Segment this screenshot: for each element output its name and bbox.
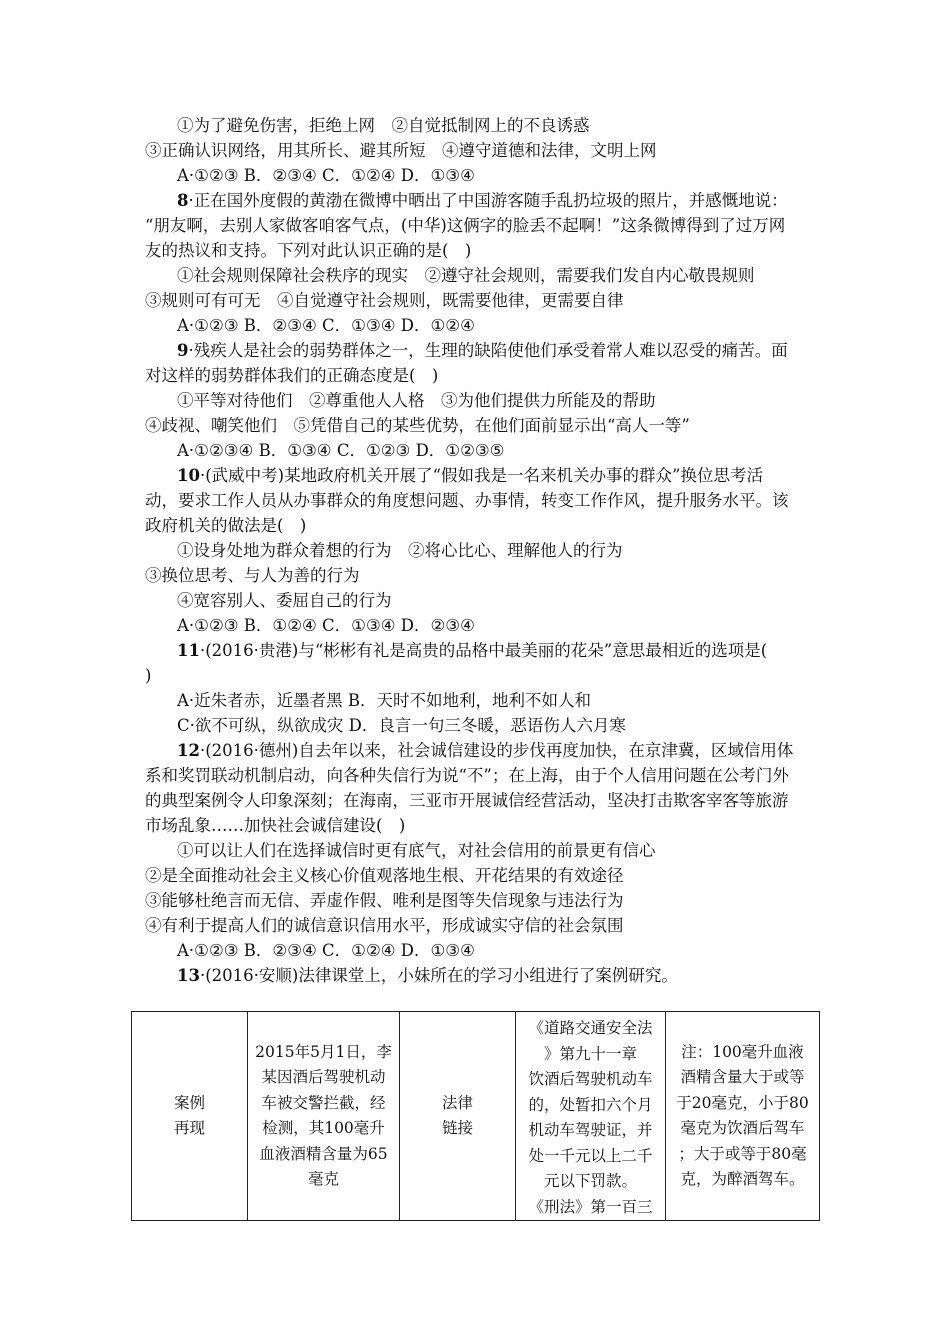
cell-line: 克，为醉酒驾车。 <box>680 1170 805 1188</box>
cell-line: 2015年5月1日，李 <box>255 1042 392 1061</box>
option-line: ①平等对待他们 ②尊重他人人格 ③为他们提供力所能及的帮助 <box>177 391 656 410</box>
question-text: ·正在国外度假的黄渤在微博中晒出了中国游客随手乱扔垃圾的照片，并感慨地说： <box>188 191 788 210</box>
option-line: ④宽容别人、委屈自己的行为 <box>177 591 392 610</box>
cell-line: 的，处暂扣六个月 <box>528 1095 653 1114</box>
answer-choices: A·近朱者赤，近墨者黑 B．天时不如地利，地利不如人和 <box>177 691 592 710</box>
question-text-line: “朋友啊，去别人家做客咱客气点，(中华)这俩字的脸丢不起啊！”这条微博得到了过万网 <box>145 216 786 235</box>
cell-line: 元以下罚款。 <box>543 1172 637 1190</box>
option-line: ①为了避免伤害，拒绝上网 ②自觉抵制网上的不良诱惑 <box>177 116 590 135</box>
option-line: ①社会规则保障社会秩序的现实 ②遵守社会规则，需要我们发自内心敬畏规则 <box>177 266 755 285</box>
option-line: ④歧视、嘲笑他们 ⑤凭借自己的某些优势，在他们面前显示出“高人一等” <box>145 416 690 435</box>
question-number: 13 <box>177 966 200 985</box>
question-8-stem <box>177 190 788 212</box>
case-label-cell <box>132 1012 248 1221</box>
law-label-cell <box>400 1012 516 1221</box>
option-line: ①可以让人们在选择诚信时更有底气，对社会信用的前景更有信心 <box>177 841 656 860</box>
cell-line: 注：100毫升血液 <box>681 1042 804 1061</box>
cell-line: 毫克为饮酒后驾车 <box>680 1119 805 1137</box>
option-line: ②是全面推动社会主义核心价值观落地生根、开花结果的有效途径 <box>145 866 624 885</box>
cell-line: 案例 <box>173 1093 205 1112</box>
question-text-line: 动，要求工作人员从办事群众的角度想问题、办事情，转变工作作风，提升服务水平。该 <box>145 491 789 510</box>
case-content-cell <box>248 1012 400 1221</box>
question-number: 10 <box>177 466 200 485</box>
cell-line: 再现 <box>173 1119 205 1137</box>
answer-choices: A·①②③ B．②③④ C．①③④ D．①②④ <box>177 316 475 335</box>
cell-line: 处一千元以上二千 <box>528 1146 653 1165</box>
question-text: ·(2016·贵港)与“彬彬有礼是高贵的品格中最美丽的花朵”意思最相近的选项是( <box>199 641 768 660</box>
question-12-stem <box>177 740 793 762</box>
question-number: 12 <box>177 741 200 760</box>
table-row <box>132 1012 820 1221</box>
option-line: ③规则可有可无 ④自觉遵守社会规则，既需要他律，更需要自律 <box>145 291 624 310</box>
question-text: ·(2016·德州)自去年以来，社会诚信建设的步伐再度加快，在京津冀，区域信用体 <box>199 741 794 760</box>
cell-line: 酒精含量大于或等 <box>680 1068 805 1086</box>
cell-line: 血液酒精含量为65 <box>259 1144 388 1163</box>
cell-line: 链接 <box>441 1119 473 1137</box>
law-content-cell <box>516 1012 666 1221</box>
cell-line: 毫克 <box>307 1170 339 1188</box>
question-text-line: 的典型案例令人印象深刻；在海南，三亚市开展诚信经营活动，坚决打击欺客宰客等旅游 <box>145 791 789 810</box>
option-line: ①设身处地为群众着想的行为 ②将心比心、理解他人的行为 <box>177 541 623 560</box>
question-9-stem <box>177 340 788 362</box>
question-text: ·残疾人是社会的弱势群体之一，生理的缺陷使他们承受着常人难以忍受的痛苦。面 <box>188 341 788 360</box>
question-text: ·(2016·安顺)法律课堂上，小妹所在的学习小组进行了案例研究。 <box>199 966 678 985</box>
cell-line: 法律 <box>441 1093 473 1112</box>
cell-line: 于20毫克，小于80 <box>676 1093 809 1112</box>
question-text-line: 对这样的弱势群体我们的正确态度是( ) <box>145 366 439 385</box>
cell-line: 车被交警拦截，经 <box>261 1093 386 1112</box>
question-text-line: 系和奖罚联动机制启动，向各种失信行为说“不”；在上海，由于个人信用问题在公考门外 <box>145 766 789 785</box>
cell-line: ；大于或等于80毫 <box>678 1144 807 1163</box>
answer-choices: A·①②③ B．①②④ C．①③④ D．②③④ <box>177 616 475 635</box>
question-number: 9 <box>177 341 189 360</box>
option-line: ④有利于提高人们的诚信意识信用水平，形成诚实守信的社会氛围 <box>145 916 624 935</box>
question-text-line: 市场乱象……加快社会诚信建设( ) <box>145 816 406 835</box>
question-text-line: 政府机关的做法是( ) <box>145 516 307 535</box>
answer-choices: A·①②③④ B．①③④ C．①②③ D．①②③⑤ <box>177 441 505 460</box>
question-number: 11 <box>177 641 200 660</box>
cell-line: 《道路交通安全法 <box>528 1019 653 1037</box>
question-number: 8 <box>177 191 189 210</box>
cell-line: 机动车驾驶证，并 <box>528 1121 653 1139</box>
cell-line: 》第九十一章 <box>543 1044 637 1063</box>
option-line: ③换位思考、与人为善的行为 <box>145 566 360 585</box>
question-text-line: 友的热议和支持。下列对此认识正确的是( ) <box>145 241 472 260</box>
case-table <box>131 1011 820 1221</box>
question-13-stem <box>177 965 678 987</box>
answer-choices: A·①②③ B．②③④ C．①②④ D．①③④ <box>177 166 475 185</box>
cell-line: 某因酒后驾驶机动 <box>261 1068 386 1086</box>
answer-choices: A·①②③ B．②③④ C．①②④ D．①③④ <box>177 941 475 960</box>
note-cell <box>666 1012 820 1221</box>
cell-line: 《刑法》第一百三 <box>528 1197 653 1216</box>
option-line: ③正确认识网络，用其所长、避其所短 ④遵守道德和法律，文明上网 <box>145 141 657 160</box>
question-11-stem <box>177 640 767 662</box>
question-text: ·(武威中考)某地政府机关开展了“假如我是一名来机关办事的群众”换位思考活 <box>199 466 763 485</box>
answer-choices: C·欲不可纵，纵欲成灾 D．良言一句三冬暖，恶语伤人六月寒 <box>177 716 626 735</box>
question-10-stem <box>177 465 763 487</box>
cell-line: 检测，其100毫升 <box>262 1119 385 1137</box>
option-line: ③能够杜绝言而无信、弄虚作假、唯利是图等失信现象与违法行为 <box>145 891 624 910</box>
question-text-line: ) <box>145 666 152 685</box>
cell-line: 饮酒后驾驶机动车 <box>528 1070 653 1088</box>
